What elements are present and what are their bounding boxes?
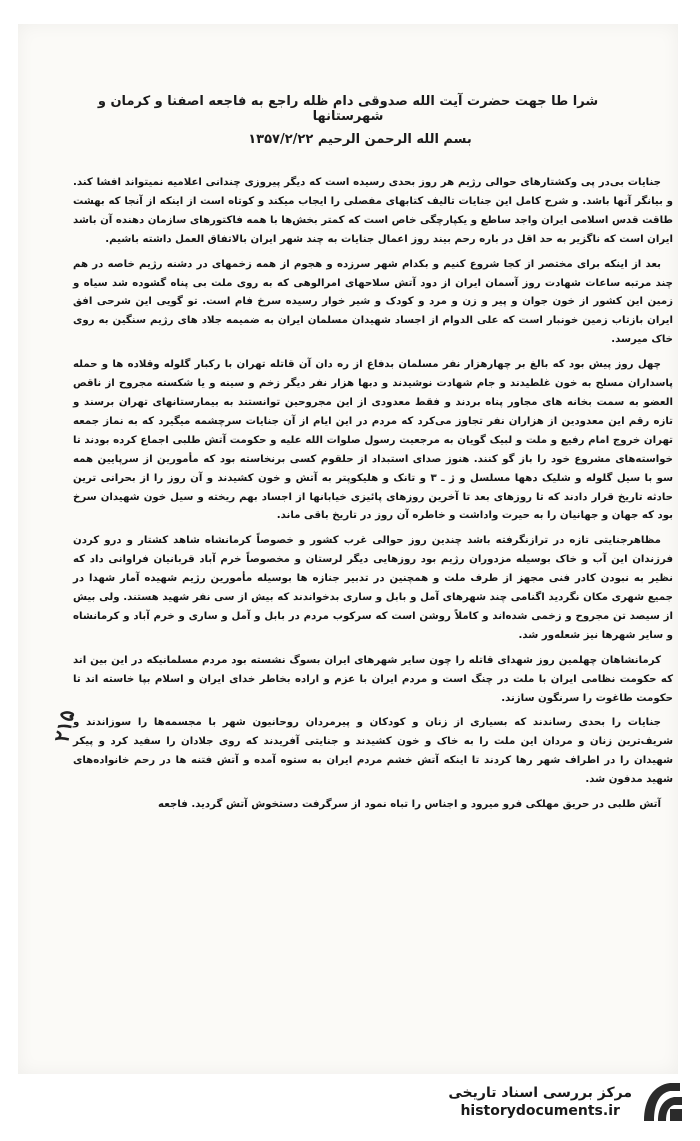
body-paragraph: مظاهرجنایتی تازه در ترازنگرفته باشد چندین روز حوالی غرب کشور و خصوصاً کرمانشاه شاهد کشتار و درو کردن فرزندان این آب و خاک بوسیله مزدوران رژیم بود روزهایی دیگر لرستان و مخصوصاً خرم آباد قربانیان فراوانی داد که نظیر به نبودن کادر فنی مجهز از طرف ملت و همچنین در تدبیر جنازه ها بوسیله مأمورین رژیم شهیده آمار شهدا در جمیع شهری مکان نگردید اگنامی چند شهرهای آمل و بابل و ساری بدخواندند که بیش از سی نفر شهید هستند. ولی بیش از سیصد تن مجروح و زخمی شده‌اند و کاملاً روشن است که سرکوب مردم در بابل و آمل و ساری و خرم آباد و کرمانشاه و سایر شهرها نیز شعله‌ور شد. (73, 535, 673, 641)
body-paragraph: جنایات را بحدی رساندند که بسیاری از زنان و کودکان و پیرمردان روحانیون شهر با مجسمه‌ها را سوزاندند و شریف‌ترین زنان و مردان این ملت را به خاک و خون کشیدند و جنایتی آفریدند که روی جلادان را سفید کرد و پیکر شهیدان را در اطراف شهر رها کردند تا اینکه آتش خشم مردم ایران به ستوه آمده و آتش فتنه ها در رحم خانواده‌های شهید مدفون شد. (73, 717, 673, 786)
watermark-text (448, 1085, 632, 1119)
book-arch-logo-icon (640, 1079, 686, 1125)
body-paragraph: کرمانشاهان چهلمین روز شهدای قاتله را چون سایر شهرهای ایران بسوگ نشسته بود مردم مسلمانیکه در این بین اند که حکومت نظامی ایران با ملت در چنگ است و مردم ایران با عزم و اراده بخاطر خدای ایران و اسلام بپا خاسته اند تا حکومت طاغوت را سرنگون سازند. (73, 654, 673, 704)
watermark-url: historydocuments.ir (460, 1103, 620, 1119)
body-paragraph: جنایات بی‌در پی وکشتارهای حوالی رژیم هر روز بحدی رسیده است که دیگر پیروزی چندانی اعلامیه نمیتواند افشا کند. و بیانگر آنها باشد. و شرح کامل این جنایات تالیف کتابهای مفصلی را ایجاب میکند و کوتاه است از اینکه از آنجا که بهشت طاقت قدس اسلامی ایران واجد ساطع و یکپارچگی خاص است که کمتر بخش‌ها با همه فاکتورهای سازمان دهنده آن باشد ایران است که ناگزیر به حد اقل در باره رحم بیند روز اعمال جنایات به چند شهر ایران بالاتفاق العمل داشته باشیم. (73, 177, 673, 245)
header-basmala-line (88, 132, 608, 147)
header-subject: شرا طا جهت حضرت آیت الله صدوقی دام ظله راجع به فاجعه اصفنا و کرمان و شهرستانها (97, 94, 599, 124)
letter-body (73, 174, 673, 821)
body-paragraph: چهل روز پیش بود که بالغ بر چهارهزار نفر مسلمان بدفاع از ره دان آن قاتله تهران با رکبار گلوله وقلاده ها و حمله پاسداران مسلح به خون غلطیدند و جام شهادت نوشیدند و دبها هزار نفر دیگر زخم و سینه و یا شکسته مجروح از ناقص العضو به سمت بخانه های مجاور پناه بردند و فقط معدودی از این مجروحین توانستند به بیمارستانهای تهران برسند و تازه رقم این معدودین از هزاران نفر تجاوز می‌کرد که مردم در این ایام از آن جنایات سرچشمه میگیرد که به نماز جمعه تهران خروج امام رفیع و ملت و لبیک گویان به مرجعیت رسول صلوات الله علیه و حکومت آتش طلبی اجماع کرده بودند تا خواسته‌های مشروع خود را باز گو کنند. هنوز صدای استبداد از حلقوم کسی برنخاسته بود که مأمورین از سرپایین همه سو با سیل گلوله و شلیک دهها مسلسل و ژ ـ ۳ و تانک و هلیکوپتر به آتش و خون کشیدند و آن روز را از بحرانی ترین حادثه تاریخ قرار دادند که تا روزهای بعد تا آخرین روزهای پائیزی خیابانها از اجساد بهم ریخته و سیل خون شهیدان سرخ بود که جهان و جهانیان را به حیرت واداشت و خاطره آن روز در تاریخ باقی ماند. (73, 359, 674, 522)
basmala: بسم الله الرحمن الرحیم (317, 132, 472, 147)
document-date: ۱۳۵۷/۲/۲۲ (248, 132, 314, 147)
body-paragraph: آتش طلبی در حریق مهلکی فرو میرود و اجناس را تباه نمود از سرگرفت دستخوش آتش گردید. فاجعه (158, 799, 661, 811)
watermark (448, 1079, 686, 1125)
handwritten-margin-number: ۲۱۵ (49, 707, 80, 745)
document-page (18, 24, 678, 1074)
body-paragraph: بعد از اینکه برای مختصر از کجا شروع کنیم و بکدام شهر سرزده و هجوم از همه زخمهای در دشنه رژیم خاصه در هم چند مرتبه ساعات شهادت روز آسمان ایران از دود آتش سلاحهای امرالوهی که به روی ملت بی پناه گشوده شد سیاه و زمین این کشور از خون جوان و پیر و زن و مرد و کودک و شیر خوار رسیده سرخ فام است. تو گویی این شرحی افق ایران بازتاب زمین خونبار است که علی الدوام از اجساد شهیدان مسلمان ایران به ضمیمه جلاد های رژیم سنگین به روی خاک میرسد. (73, 258, 673, 346)
letter-header (88, 94, 608, 147)
watermark-title: مرکز بررسی اسناد تاریخی (448, 1085, 632, 1101)
